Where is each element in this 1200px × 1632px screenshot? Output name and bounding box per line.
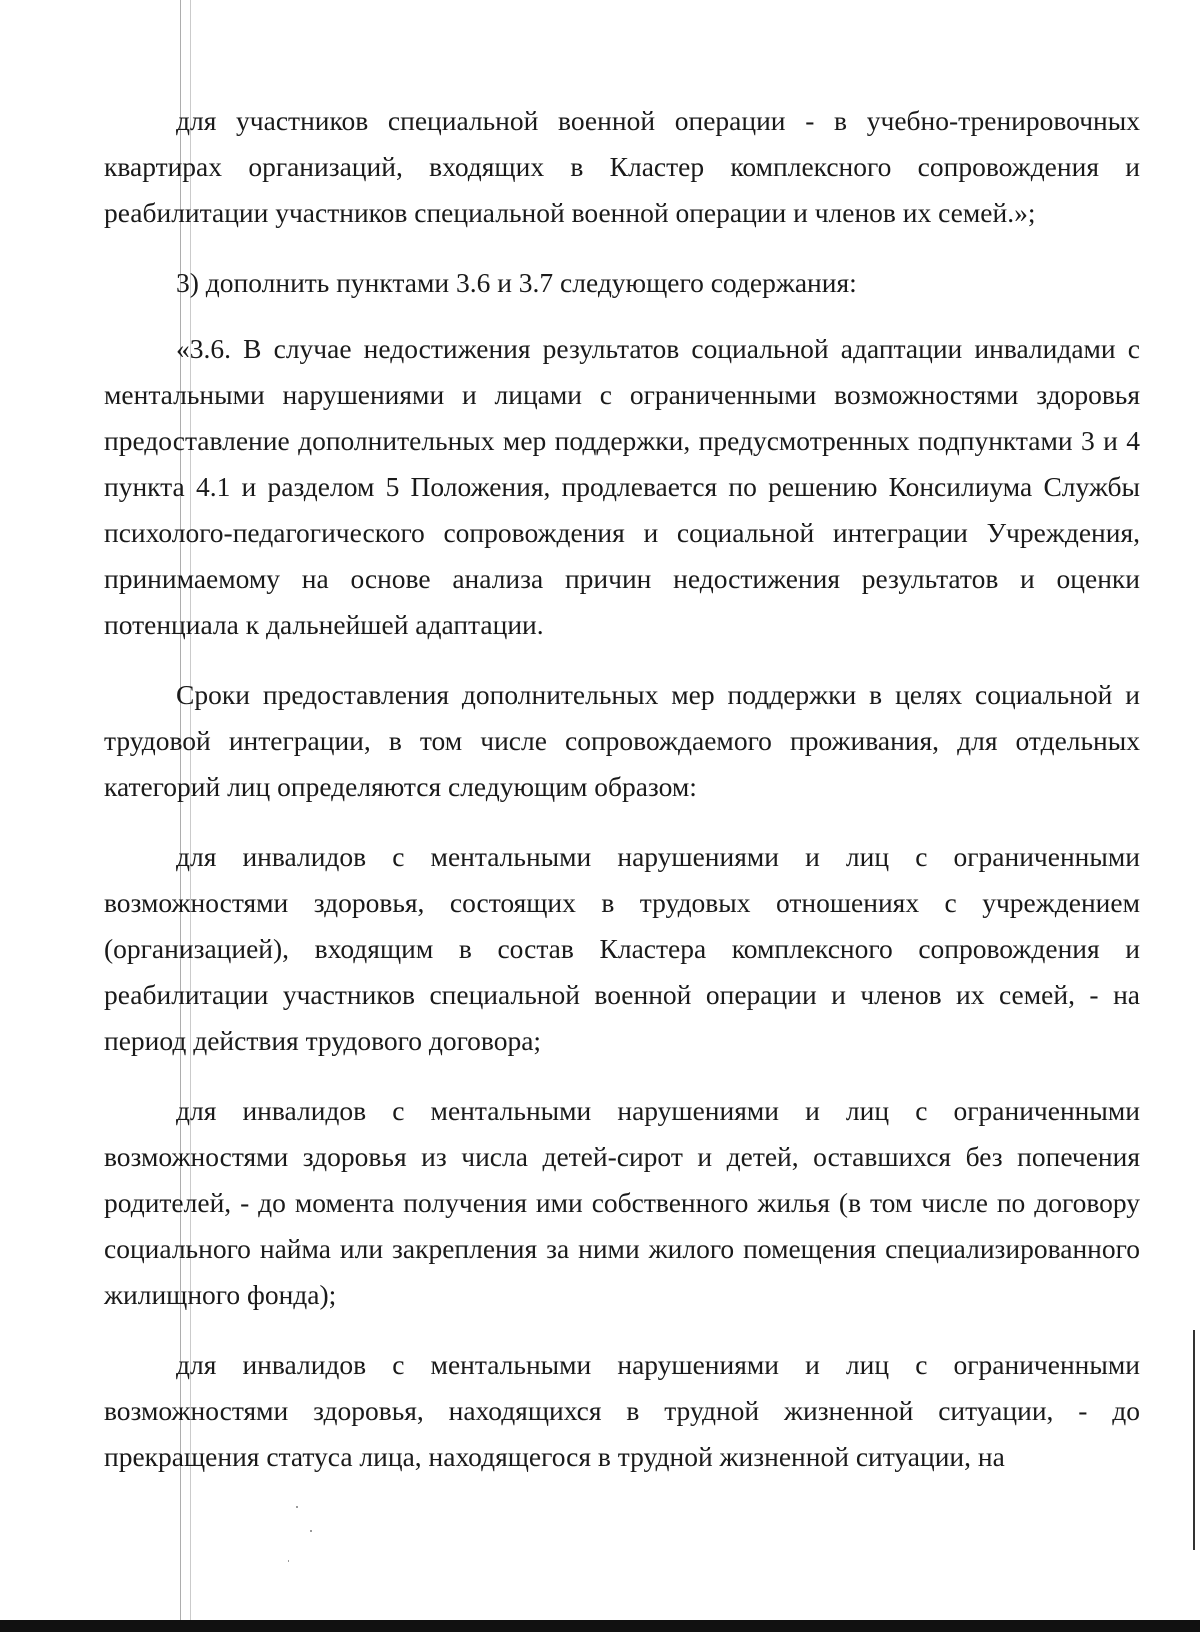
paragraph-7: для инвалидов с ментальными нарушениями и лиц с ограниченными возможностями здоровья, находящихся в трудной жизненной ситуации, - до прекращения статуса лица, находящегося в трудной жизненной ситуации, на [104,1349,1140,1472]
scan-bottom-edge [0,1620,1200,1632]
paragraph-1: для участников специальной военной операции - в учебно-тренировочных квартирах организаций, входящих в Кластер комплексного сопровождения и реабилитации участников специальной военной операции и членов их семей.»; [104,105,1140,228]
scan-speck [1193,1330,1195,1550]
paragraph-4: Сроки предоставления дополнительных мер поддержки в целях социальной и трудовой интеграции, в том числе сопровождаемого проживания, для отдельных категорий лиц определяются следующим образом: [104,679,1140,802]
paragraph-3: «3.6. В случае недостижения результатов социальной адаптации инвалидами с ментальными нарушениями и лицами с ограниченными возможностями здоровья предоставление дополнительных мер поддержки, предусмотренных подпунктами 3 и 4 пункта 4.1 и разделом 5 Положения, продлевается по решению Консилиума Службы психолого-педагогического сопровождения и социальной интеграции Учреждения, принимаемому на основе анализа причин недостижения результатов и оценки потенциала к дальнейшей адаптации. [104,333,1140,640]
scan-speck [310,1530,312,1532]
paragraph-5: для инвалидов с ментальными нарушениями и лиц с ограниченными возможностями здоровья, состоящих в трудовых отношениях с учреждением (организацией), входящим в состав Кластера комплексного сопровождения и реабилитации участников специальной военной операции и членов их семей, - на период действия трудового договора; [104,841,1140,1056]
paragraph-6: для инвалидов с ментальными нарушениями и лиц с ограниченными возможностями здоровья из числа детей-сирот и детей, оставшихся без попечения родителей, - до момента получения ими собственного жилья (в том числе по договору социального найма или закрепления за ними жилого помещения специализированного жилищного фонда); [104,1095,1140,1310]
paragraph-2: 3) дополнить пунктами 3.6 и 3.7 следующего содержания: [176,267,857,298]
scan-speck [288,1560,289,1562]
scan-speck [296,1506,298,1508]
